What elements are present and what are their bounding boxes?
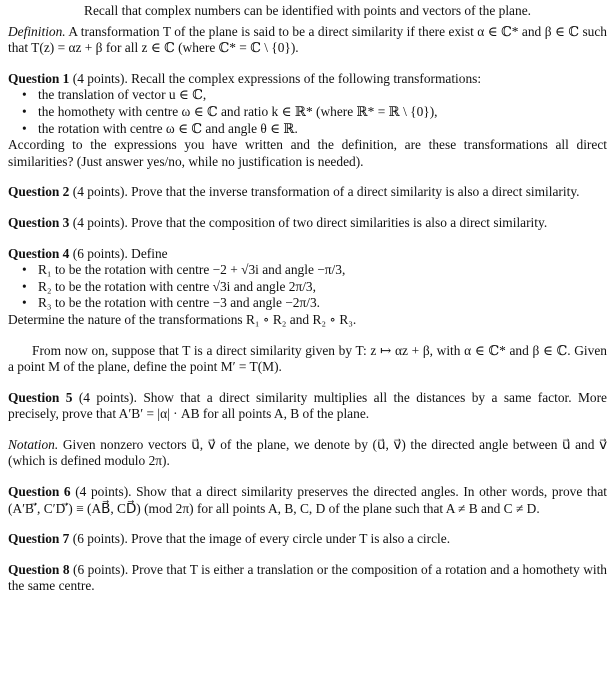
q7-points: (6 points). — [72, 531, 128, 547]
from-now-paragraph: From now on, suppose that T is a direct similarity given by T: z ↦ αz + β, with α ∈ ℂ* and β ∈ ℂ. Given a point M of the plane, define the point M′ = T(M). — [8, 342, 607, 375]
notation-paragraph — [8, 437, 607, 470]
definition-label: Definition. — [8, 23, 66, 39]
q8-label: Question 8 — [8, 561, 70, 577]
q5-points: (4 points). — [78, 389, 137, 405]
question-1 — [8, 71, 607, 171]
notation-text: Given nonzero vectors u⃗, v⃗ of the plane, we denote by (u⃗, v⃗) the directed angle between u⃗ and v⃗ (which is defined modulo 2π). — [8, 436, 607, 469]
q4-tail: Determine the nature of the transformations R₁ ∘ R₂ and R₂ ∘ R₃. — [8, 311, 357, 327]
q4-lead: Define — [131, 245, 168, 261]
q5-text: Show that a direct similarity multiplies all the distances by a same factor. More precisely, prove that A′B′ = |α| · AB for all points A, B of the plane. — [8, 389, 607, 422]
question-7 — [8, 531, 607, 548]
q8-text: Prove that T is either a translation or the composition of a rotation and a homothety with the same centre. — [8, 561, 607, 594]
q3-label: Question 3 — [8, 214, 70, 230]
q6-text: Show that a direct similarity preserves the directed angles. In other words, prove that (A′B′⃗, C′D′⃗) ≡ (AB⃗, CD⃗) (mod 2π) for all points A, B, C, D of the plane such that A ≠ B and C ≠ D. — [8, 484, 607, 516]
q1-item: • the homothety with centre ω ∈ ℂ and ratio k ∈ ℝ* (where ℝ* = ℝ \ {0}), — [22, 104, 607, 121]
q2-label: Question 2 — [8, 184, 70, 200]
q4-item: • R₂ to be the rotation with centre √3i and angle 2π/3, — [22, 279, 607, 296]
intro-text: Recall that complex numbers can be identified with points and vectors of the plane. — [84, 3, 531, 18]
notation-label: Notation. — [8, 436, 59, 452]
q1-points: (4 points). — [72, 70, 128, 86]
q7-text: Prove that the image of every circle under T is also a circle. — [131, 531, 451, 547]
q2-text: Prove that the inverse transformation of a direct similarity is also a direct similarity. — [131, 184, 580, 200]
question-2 — [8, 184, 607, 201]
q6-points: (4 points). — [75, 484, 132, 500]
q3-points: (4 points). — [72, 214, 128, 230]
question-8 — [8, 562, 607, 595]
q1-lead: Recall the complex expressions of the following transformations: — [131, 70, 482, 86]
question-4 — [8, 246, 607, 329]
q2-points: (4 points). — [72, 184, 128, 200]
question-6 — [8, 484, 607, 517]
q8-points: (6 points). — [73, 561, 129, 577]
q1-tail: According to the expressions you have written and the definition, are these transformations all direct similarities? (Just answer yes/no, while no justification is needed). — [8, 137, 607, 169]
q1-item: • the rotation with centre ω ∈ ℂ and angle θ ∈ ℝ. — [22, 121, 607, 138]
q4-label: Question 4 — [8, 245, 70, 261]
definition-text: A transformation T of the plane is said to be a direct similarity if there exist α ∈ ℂ* and β ∈ ℂ such that T(z) = αz + β for all z ∈ ℂ (where ℂ* = ℂ \ {0}). — [8, 23, 608, 56]
q4-list — [8, 262, 607, 312]
q3-text: Prove that the composition of two direct similarities is also a direct similarity. — [131, 214, 548, 230]
q1-item: • the translation of vector u ∈ ℂ, — [22, 87, 607, 104]
q1-list — [8, 87, 607, 137]
q4-item: • R₃ to be the rotation with centre −3 and angle −2π/3. — [22, 295, 607, 312]
question-3 — [8, 215, 607, 232]
q5-label: Question 5 — [8, 389, 73, 405]
question-5 — [8, 390, 607, 423]
q6-label: Question 6 — [8, 484, 71, 500]
q4-item: • R₁ to be the rotation with centre −2 + √3i and angle −π/3, — [22, 262, 607, 279]
q1-label: Question 1 — [8, 70, 70, 86]
definition-paragraph — [8, 24, 607, 57]
q4-points: (6 points). — [72, 245, 128, 261]
q7-label: Question 7 — [8, 531, 70, 547]
